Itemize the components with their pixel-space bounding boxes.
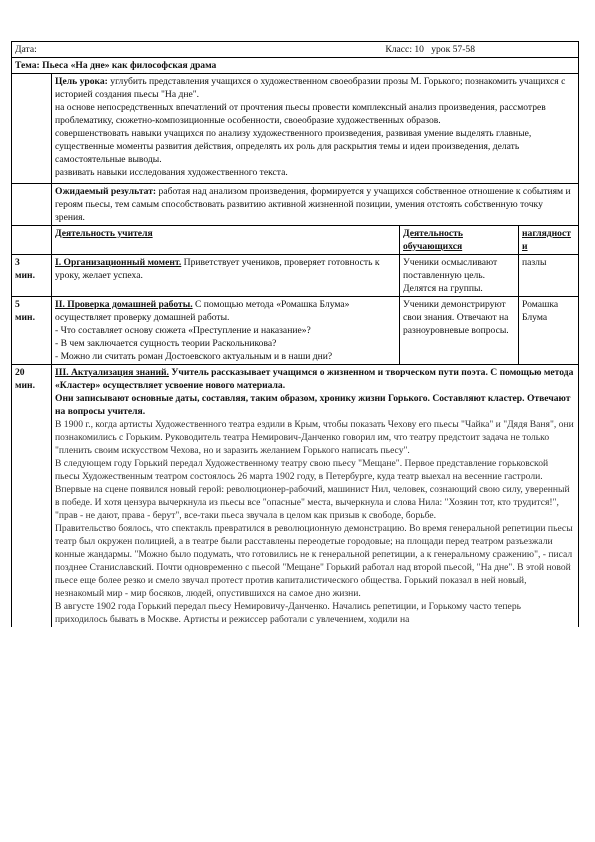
goal-line-4: развивать навыки исследования художественного текста.: [55, 167, 288, 178]
class-info: [385, 43, 475, 56]
lesson-label: урок 57-58: [431, 44, 476, 55]
stage-minutes: 3: [15, 257, 20, 268]
col-header-teacher: Деятельность учителя: [52, 226, 400, 255]
stage-row: [12, 255, 579, 297]
stage-unit: мин.: [15, 270, 35, 281]
stage-teacher: [52, 255, 400, 297]
stage-visuals: пазлы: [519, 255, 579, 297]
stage-title: II. Проверка домашней работы.: [55, 299, 193, 310]
stage-row: [12, 297, 579, 365]
stage-time: [12, 365, 52, 628]
col-header-visuals: наглядност и: [519, 226, 579, 255]
result-cell: [52, 184, 579, 226]
stage-visuals: Ромашка Блума: [519, 297, 579, 365]
stage-unit: мин.: [15, 380, 35, 391]
stage-minutes: 5: [15, 299, 20, 310]
story-paragraph: В 1900 г., когда артисты Художественного театра ездили в Крым, чтобы показать Чехову его пьесы "Чайка" и "Дядя Ваня", они познакомились с Горьким. Руководитель театра Немирович-Данченко говорил им, что театру предстоит задача не только "пленить своим искусством Чехова, но и заразить желанием Горького написать пьесу".: [55, 419, 574, 456]
result-text: работая над анализом произведения, формируется у учащихся собственное отношение к событиям и героям пьесы, тем самым способствовать развитию активной жизненной позиции, умения отстоять собственную точку зрения.: [55, 186, 571, 223]
date-label: Дата:: [15, 44, 37, 55]
stage-text: Приветствует учеников, проверяет готовность к уроку, желает успеха.: [55, 257, 380, 281]
stage-teacher: [52, 365, 579, 628]
stage-title: III. Актуализация знаний.: [55, 367, 169, 378]
stage-row: [12, 365, 579, 628]
topic-title: Тема: Пьеса «На дне» как философская драма: [15, 60, 217, 71]
goal-cell: [52, 74, 579, 184]
stage-title: I. Организационный момент.: [55, 257, 182, 268]
goal-line-3: совершенствовать навыки учащихся по анализу художественного произведения, развивая умение выделять главные, существенные моменты развития действия, определять их роль для раскрытия темы и идеи произведения, делать самостоятельные выводы.: [55, 128, 532, 165]
question: - В чем заключается сущность теории Раскольникова?: [55, 338, 277, 349]
goal-line-2: на основе непосредственных впечатлений от прочтения пьесы провести комплексный анализ произведения, рассмотрев проблематику, сюжетно-композиционные особенности, своеобразие художественных образов.: [55, 102, 546, 126]
lesson-plan-page: [11, 41, 578, 627]
question: - Что составляет основу сюжета «Преступление и наказание»?: [55, 325, 311, 336]
stage-students: Ученики демонстрируют свои знания. Отвечают на разноуровневые вопросы.: [400, 297, 519, 365]
goal-line-1: углубить представления учащихся о художественном своеобразии прозы М. Горького; познакомить учащихся с историей создания пьесы "На дне".: [55, 76, 566, 100]
class-label: Класс: 10: [385, 44, 424, 55]
goal-label: Цель урока:: [55, 76, 108, 87]
stage-unit: мин.: [15, 312, 35, 323]
stage-students: Ученики осмысливают поставленную цель. Делятся на группы.: [400, 255, 519, 297]
students-note: Они записывают основные даты, составляя, таким образом, хронику жизни Горького. Составляют кластер. Отвечают на вопросы учителя.: [55, 393, 571, 417]
lesson-plan-table: [11, 41, 579, 627]
col-header-students: Деятельность обучающихся: [400, 226, 519, 255]
stage-time: [12, 297, 52, 365]
topic-row: [12, 58, 579, 74]
story-paragraph: В августе 1902 года Горький передал пьесу Немировичу-Данченко. Начались репетиции, и Горькому часто теперь приходилось бывать в Москве. Артисты и режиссер работали с увлечением, ходили на: [55, 601, 521, 625]
stage-minutes: 20: [15, 367, 25, 378]
stage-text: Учитель рассказывает учащимся о жизненном и творческом пути поэта. С помощью метода «Кластер» осуществляет усвоение нового материала.: [55, 367, 574, 391]
question: - Можно ли считать роман Достоевского актуальным и в наши дни?: [55, 351, 333, 362]
result-label: Ожидаемый результат:: [55, 186, 157, 197]
story-paragraph: Правительство боялось, что спектакль превратился в революционную демонстрацию. Во время генеральной репетиции пьесы театр был окружен полицией, а в театре были расставлены переодетые городовые; на площади перед театром разъезжали конные жандармы. "Можно было подумать, что готовились не к генеральной репетиции, а к генеральному сражению", - писал позднее Станиславский. Почти одновременно с пьесой "Мещане" Горький работал над второй пьесой, "На дне". В этой новой пьесе еще более резко и смело звучал протест против капиталистического общества. Горький показал в ней новый, незнакомый мир - мир босяков, людей, опустившихся на самое дно жизни.: [55, 523, 573, 599]
stage-teacher: [52, 297, 400, 365]
stage-time: [12, 255, 52, 297]
story-paragraph: В следующем году Горький передал Художественному театру свою пьесу "Мещане". Первое представление горьковской пьесы Художественным театром состоялось 26 марта 1902 году, в Петербурге, куда театр выехал на весенние гастроли. Впервые на сцене появился новый герой: революционер-рабочий, машинист Нил, человек, сознающий свою силу, уверенный в победе. И хотя цензура вычеркнула из пьесы все "опасные" места, вычеркнула и слова Нила: "Хозяин тот, кто трудится!", "прав - не дают, права - берут", все-таки пьеса звучала в целом как призыв к свободе, борьбе.: [55, 458, 570, 521]
stage-text: С помощью метода «Ромашка Блума» осуществляет проверку домашней работы.: [55, 299, 350, 323]
header-row: [12, 42, 579, 58]
